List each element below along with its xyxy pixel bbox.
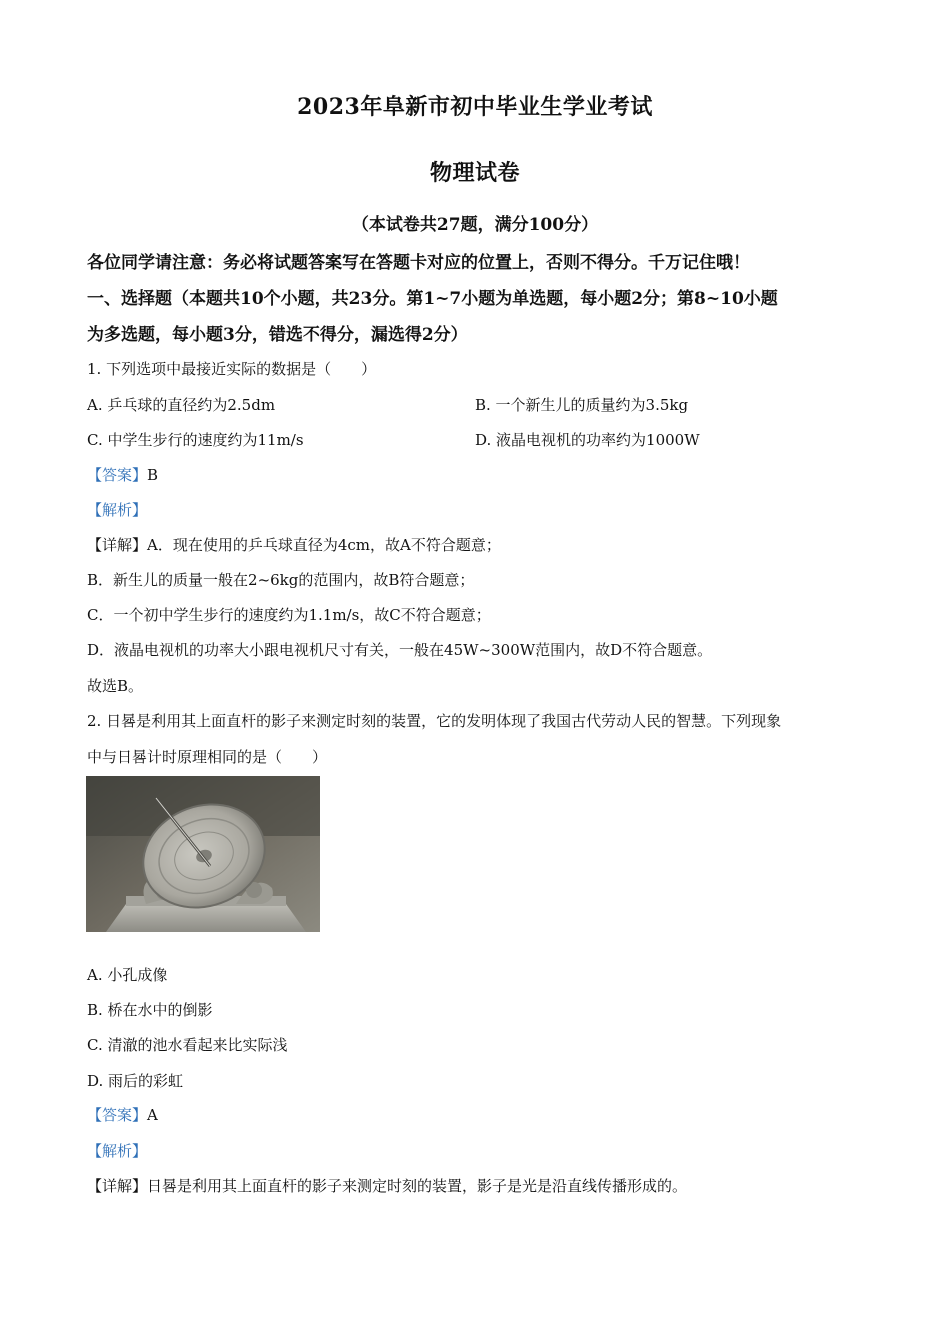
detail-tag: 【详解】 [87,536,148,554]
q1-option-d: D. 液晶电视机的功率约为1000W [475,431,700,449]
q1-option-b: B. 一个新生儿的质量约为3.5kg [475,396,689,414]
q2-option-c: C. 清澈的池水看起来比实际浅 [87,1036,288,1054]
q2-stem-line1: 2. 日晷是利用其上面直杆的影子来测定时刻的装置，它的发明体现了我国古代劳动人民的智慧。下列现象 [87,712,782,730]
sundial-photo [86,776,320,932]
q1-analysis-tag: 【解析】 [87,501,148,519]
q1-stem: 1. 下列选项中最接近实际的数据是（ ） [87,360,377,378]
answer-tag: 【答案】 [87,466,148,484]
subject-title: 物理试卷 [429,160,520,186]
q1-option-c: C. 中学生步行的速度约为11m/s [87,431,304,449]
q2-answer [87,1104,158,1125]
notice: 各位同学请注意：务必将试题答案写在答题卡对应的位置上，否则不得分。千万记住哦！ [87,253,750,273]
q1-detail-line: D．液晶电视机的功率大小跟电视机尺寸有关，一般在45W~300W范围内，故D不符合题意。 [87,641,713,659]
q2-option-a: A. 小孔成像 [87,966,168,984]
section-heading-line1: 一、选择题（本题共10个小题，共23分。第1~7小题为单选题，每小题2分；第8~10小题 [87,289,778,309]
answer-value: B [147,466,159,484]
q1-detail [87,534,501,555]
q2-analysis-tag: 【解析】 [87,1142,148,1160]
answer-tag: 【答案】 [87,1106,148,1124]
detail-line: 日晷是利用其上面直杆的影子来测定时刻的装置，影子是光是沿直线传播形成的。 [147,1177,688,1195]
q2-option-d: D. 雨后的彩虹 [87,1072,184,1090]
section-heading-line2: 为多选题，每小题3分，错选不得分，漏选得2分） [87,325,468,345]
q2-option-b: B. 桥在水中的倒影 [87,1001,213,1019]
q1-detail-line: B．新生儿的质量一般在2~6kg的范围内，故B符合题意； [87,571,475,589]
q2-stem-line2: 中与日晷计时原理相同的是（ ） [87,748,328,766]
exam-title: 2023年阜新市初中毕业生学业考试 [297,94,653,120]
detail-tag: 【详解】 [87,1177,148,1195]
answer-value: A [147,1106,158,1124]
q1-option-a: A. 乒乓球的直径约为2.5dm [87,396,276,414]
exam-subtitle: （本试卷共27题，满分100分） [351,215,599,235]
detail-line: A．现在使用的乒乓球直径为4cm，故A不符合题意； [147,536,501,554]
q1-conclusion: 故选B。 [87,677,144,695]
q1-detail-line: C．一个初中学生步行的速度约为1.1m/s，故C不符合题意； [87,606,491,624]
q1-answer [87,464,158,485]
q2-detail [87,1175,687,1196]
